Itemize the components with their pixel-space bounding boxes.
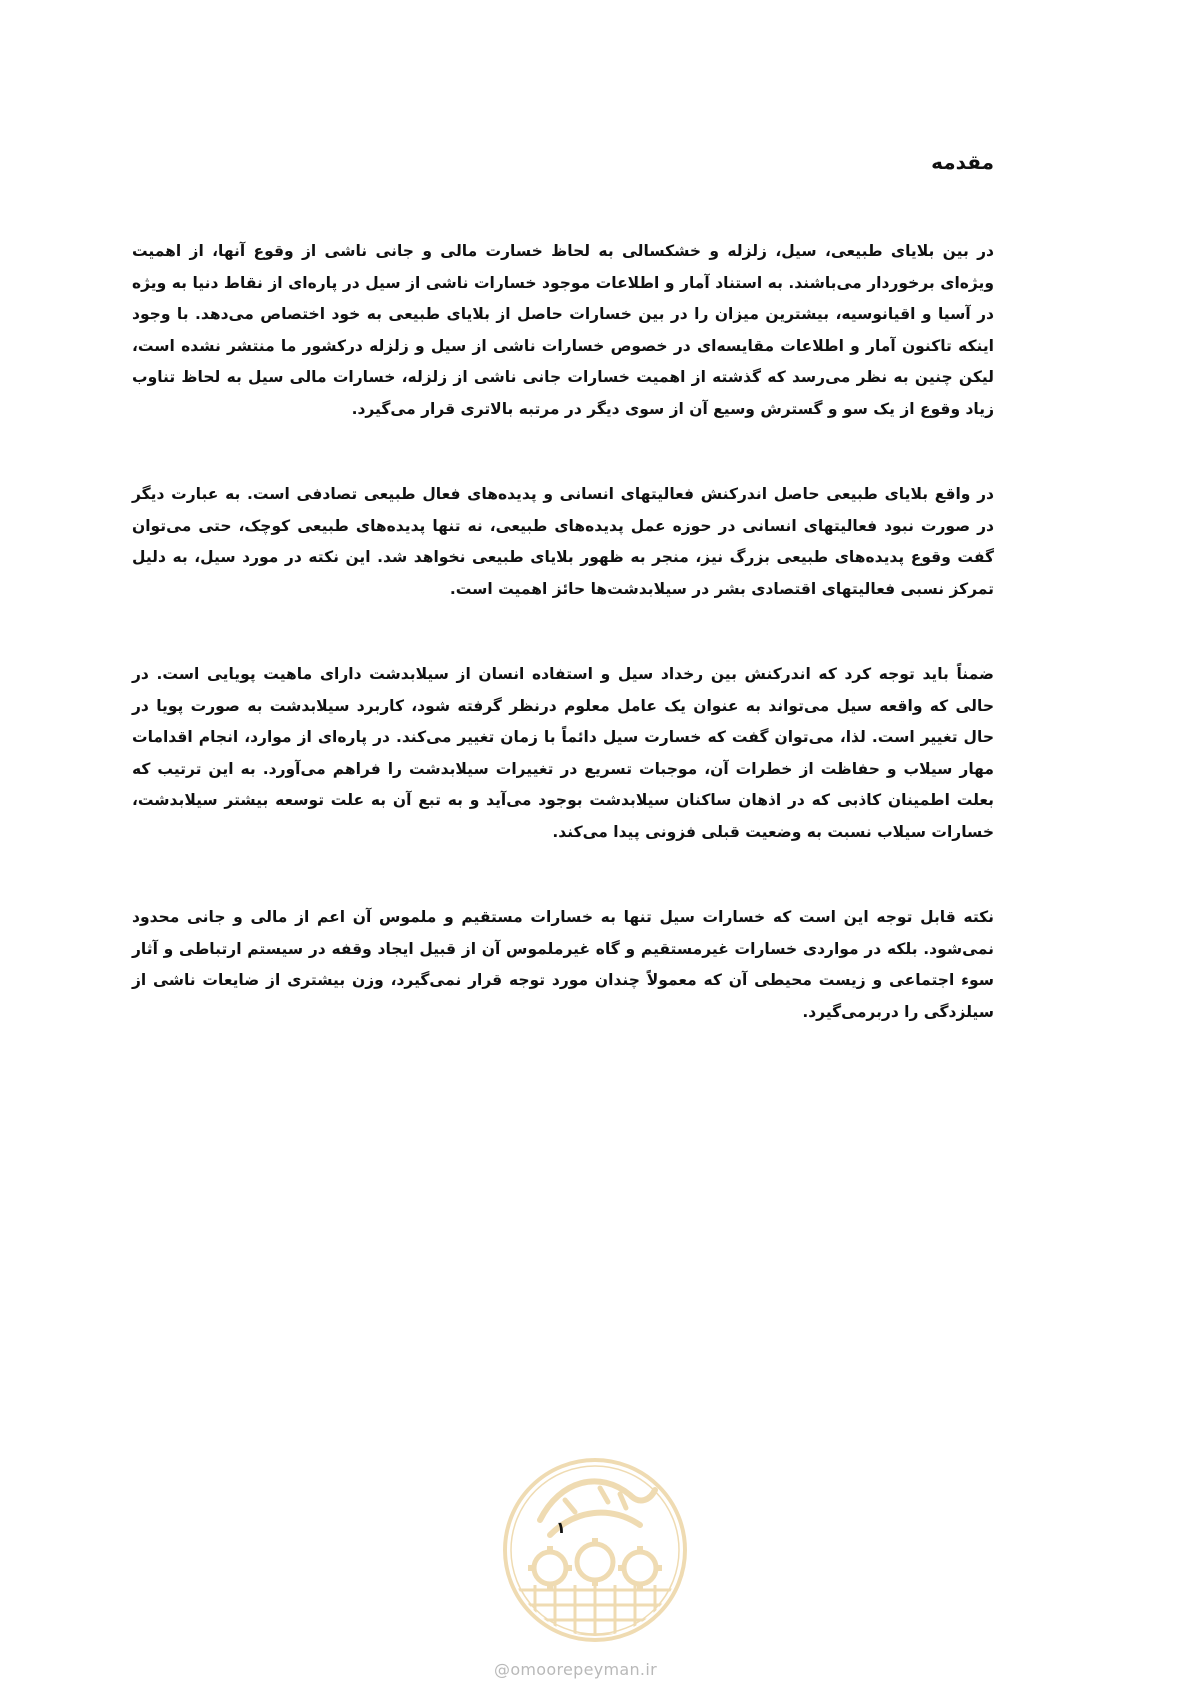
section-heading: مقدمه [931, 150, 994, 174]
paragraph-1: در بین بلایای طبیعی، سیل، زلزله و خشکسالی به لحاظ خسارت مالی و جانی ناشی از وقوع آنها، از اهمیت ویژه‌ای برخوردار می‌باشند. به استناد آمار و اطلاعات موجود خسارات ناشی از سیل در پاره‌ای از نقاط دنیا به ویژه در آسیا و اقیانوسیه، بیشترین میزان را در بین خسارات حاصل از بلایای طبیعی به خود اختصاص می‌دهد. با وجود اینکه تاکنون آمار و اطلاعات مقایسه‌ای در خصوص خسارات ناشی از سیل و زلزله درکشور ما منتشر نشده است، لیکن چنین به نظر می‌رسد که گذشته از اهمیت خسارات جانی ناشی از زلزله، خسارات مالی سیل به لحاظ تناوب زیاد وقوع از یک سو و گسترش وسیع آن از سوی دیگر در مرتبه بالاتری قرار می‌گیرد. [132, 242, 994, 418]
paragraph-3: ضمناً باید توجه کرد که اندرکنش بین رخداد سیل و استفاده انسان از سیلابدشت دارای ماهیت پویایی است. در حالی که واقعه سیل می‌تواند به عنوان یک عامل معلوم درنظر گرفته شود، کاربرد سیلابدشت به صورت پویا در حال تغییر است. لذا، می‌توان گفت که خسارت سیل دائماً با زمان تغییر می‌کند. در پاره‌ای از موارد، انجام اقدامات مهار سیلاب و حفاظت از خطرات آن، موجبات تسریع در تغییرات سیلابدشت را فراهم می‌آورد. به این ترتیب که بعلت اطمینان کاذبی که در اذهان ساکنان سیلابدشت بوجود می‌آید و به تبع آن به علت توسعه بیشتر سیلابدشت، خسارات سیلاب نسبت به وضعیت قبلی فزونی پیدا می‌کند. [132, 665, 994, 841]
document-body [132, 236, 994, 1082]
website-icon: @ [494, 1660, 511, 1679]
watermark-website [494, 1660, 657, 1679]
paragraph-2: در واقع بلایای طبیعی حاصل اندرکنش فعالیتهای انسانی و پدیده‌های فعال طبیعی تصادفی است. به عبارت دیگر در صورت نبود فعالیتهای انسانی در حوزه عمل پدیده‌های طبیعی، نه تنها پدیده‌های طبیعی کوچک، حتی می‌توان گفت وقوع پدیده‌های طبیعی بزرگ نیز، منجر به ظهور بلایای طبیعی نخواهد شد. این نکته در مورد سیل، به دلیل تمرکز نسبی فعالیتهای اقتصادی بشر در سیلابدشت‌ها حائز اهمیت است. [132, 485, 994, 598]
watermark-logo [480, 1450, 710, 1686]
website-text: omoorepeyman.ir [510, 1660, 657, 1679]
paragraph-4: نکته قابل توجه این است که خسارات سیل تنها به خسارات مستقیم و ملموس آن اعم از مالی و جانی محدود نمی‌شود. بلکه در مواردی خسارات غیرمستقیم و گاه غیرملموس آن از قبیل ایجاد وقفه در سیستم ارتباطی و آثار سوء اجتماعی و زیست محیطی آن که معمولاً چندان مورد توجه قرار نمی‌گیرد، وزن بیشتری از ضایعات ناشی از سیلزدگی را دربرمی‌گیرد. [132, 908, 994, 1021]
page-number: ۱ [556, 1518, 566, 1537]
